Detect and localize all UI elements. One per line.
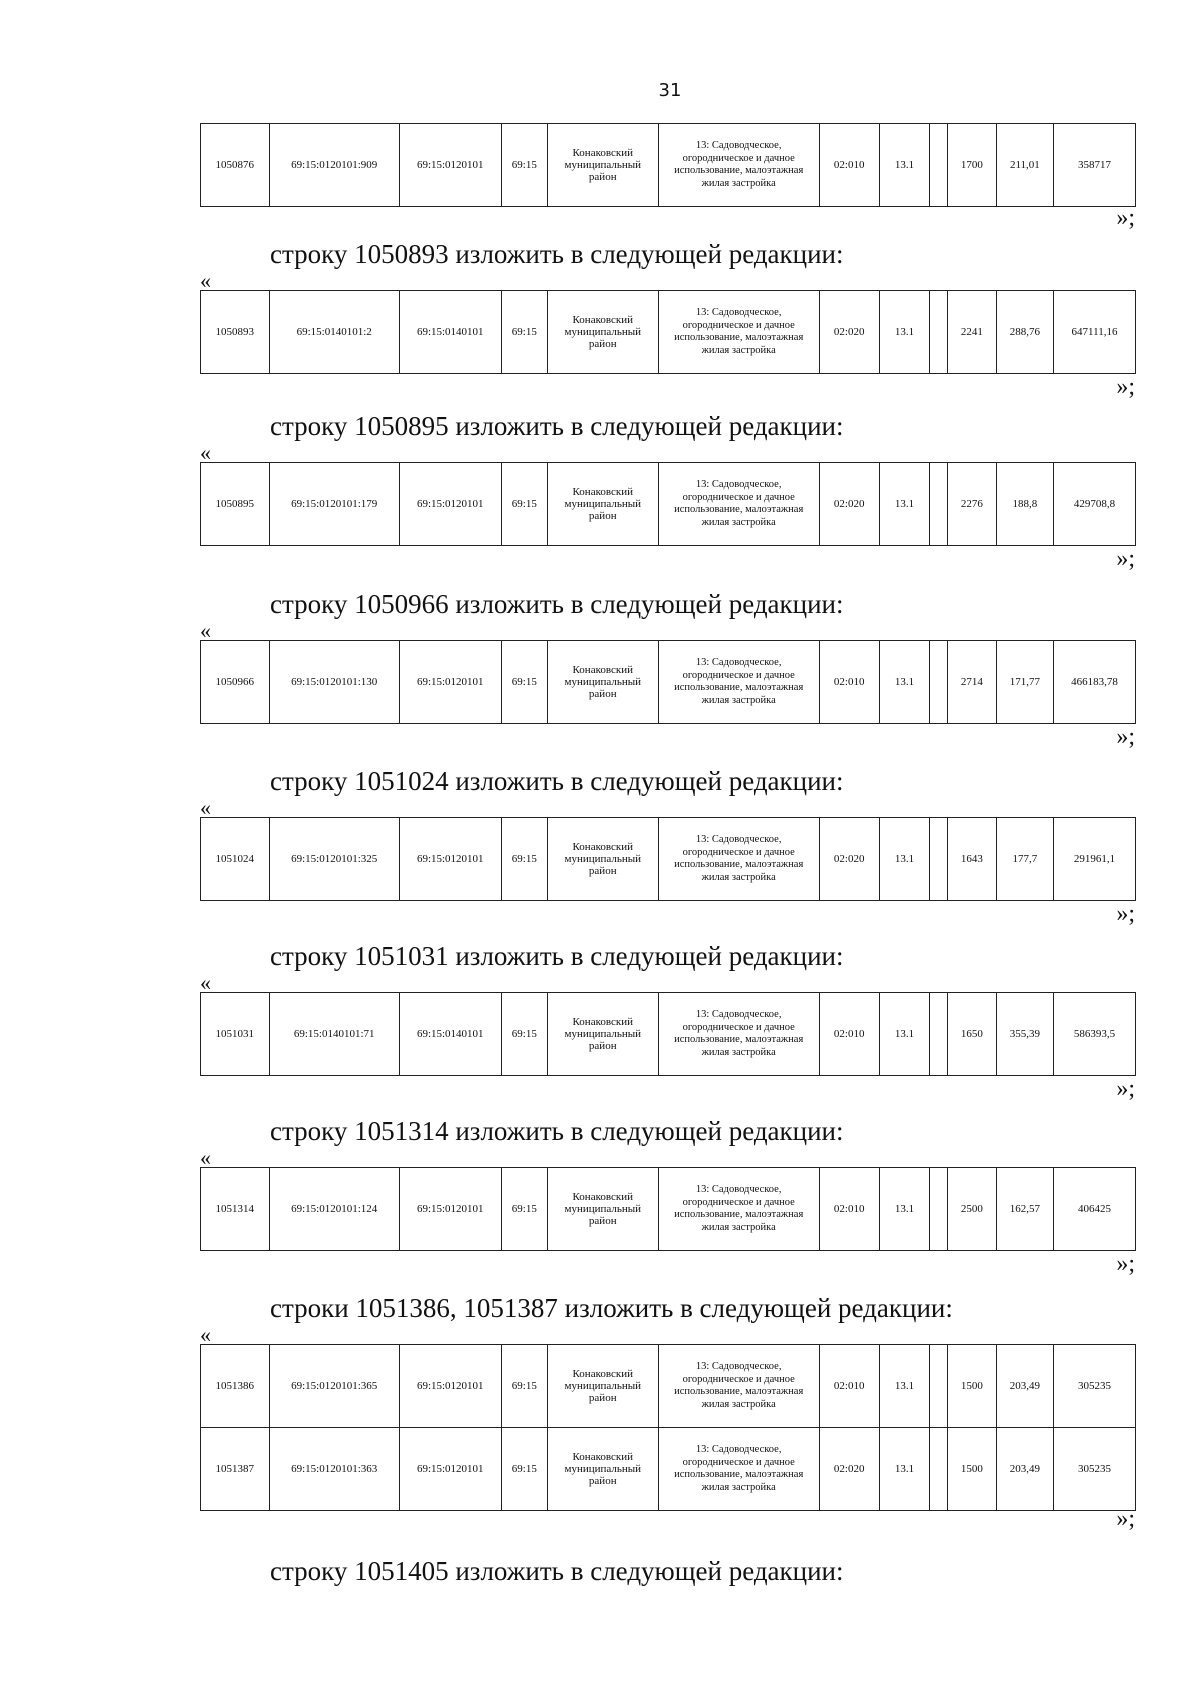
area-cell: 2241: [948, 291, 997, 374]
area-cell: 1650: [948, 993, 997, 1076]
empty-cell: [930, 291, 948, 374]
record-id-cell: 1051386: [201, 1345, 270, 1428]
subgroup-cell: 13.1: [879, 1168, 930, 1251]
amendment-block: [200, 410, 1135, 572]
record-id-cell: 1051031: [201, 993, 270, 1076]
value-cell: 291961,1: [1054, 818, 1136, 901]
land-use-cell: 13: Садоводческое, огородническое и дачное использование, малоэтажная жилая застройка: [658, 1428, 819, 1511]
table-row: [201, 641, 1136, 724]
continuation-table-block: [200, 123, 1135, 231]
closing-quote: »;: [1116, 724, 1135, 750]
cadastral-number-cell: 69:15:0140101:71: [269, 993, 399, 1076]
opening-quote: «: [200, 1322, 211, 1347]
value-cell: 358717: [1054, 124, 1136, 207]
amendment-block: [200, 588, 1135, 750]
cadastral-number-cell: 69:15:0120101:365: [269, 1345, 399, 1428]
group-cell: 02:020: [819, 291, 879, 374]
closing-quote: »;: [1116, 901, 1135, 927]
land-use-cell: 13: Садоводческое, огородническое и дачное использование, малоэтажная жилая застройка: [658, 1168, 819, 1251]
amendment-block: [200, 1292, 1135, 1532]
closing-quote: »;: [1116, 205, 1135, 231]
record-table: [200, 817, 1136, 901]
page-number: 31: [658, 80, 682, 101]
group-cell: 02:010: [819, 993, 879, 1076]
empty-cell: [930, 993, 948, 1076]
value-cell: 305235: [1054, 1428, 1136, 1511]
amendment-block: [200, 1115, 1135, 1277]
subgroup-cell: 13.1: [879, 1345, 930, 1428]
subgroup-cell: 13.1: [879, 463, 930, 546]
cadastral-quarter-cell: 69:15:0120101: [399, 1345, 501, 1428]
empty-cell: [930, 124, 948, 207]
empty-cell: [930, 1345, 948, 1428]
value-cell: 466183,78: [1054, 641, 1136, 724]
land-use-cell: 13: Садоводческое, огородническое и дачное использование, малоэтажная жилая застройка: [658, 124, 819, 207]
value-cell: 429708,8: [1054, 463, 1136, 546]
amendment-block: [200, 238, 1135, 400]
rate-cell: 211,01: [996, 124, 1053, 207]
record-id-cell: 1051314: [201, 1168, 270, 1251]
district-code-cell: 69:15: [501, 1345, 547, 1428]
empty-cell: [930, 1168, 948, 1251]
subgroup-cell: 13.1: [879, 993, 930, 1076]
district-code-cell: 69:15: [501, 463, 547, 546]
area-cell: 1500: [948, 1345, 997, 1428]
municipality-cell: Конаковский муниципальный район: [548, 1168, 659, 1251]
group-cell: 02:010: [819, 124, 879, 207]
subgroup-cell: 13.1: [879, 124, 930, 207]
empty-cell: [930, 641, 948, 724]
rate-cell: 177,7: [996, 818, 1053, 901]
district-code-cell: 69:15: [501, 993, 547, 1076]
subgroup-cell: 13.1: [879, 641, 930, 724]
district-code-cell: 69:15: [501, 124, 547, 207]
final-amendment-block: [200, 1555, 1135, 1587]
record-id-cell: 1050895: [201, 463, 270, 546]
opening-quote: «: [200, 440, 211, 465]
value-cell: 586393,5: [1054, 993, 1136, 1076]
opening-quote: «: [200, 618, 211, 643]
land-use-cell: 13: Садоводческое, огородническое и дачное использование, малоэтажная жилая застройка: [658, 818, 819, 901]
record-id-cell: 1050966: [201, 641, 270, 724]
closing-quote: »;: [1116, 374, 1135, 400]
table-row: [201, 1168, 1136, 1251]
table-row: [201, 124, 1136, 207]
cadastral-number-cell: 69:15:0120101:130: [269, 641, 399, 724]
municipality-cell: Конаковский муниципальный район: [548, 124, 659, 207]
value-cell: 305235: [1054, 1345, 1136, 1428]
cadastral-quarter-cell: 69:15:0120101: [399, 818, 501, 901]
opening-quote: «: [200, 970, 211, 995]
table-row: [201, 993, 1136, 1076]
cadastral-number-cell: 69:15:0140101:2: [269, 291, 399, 374]
area-cell: 2500: [948, 1168, 997, 1251]
record-table: [200, 290, 1136, 374]
record-table: [200, 640, 1136, 724]
district-code-cell: 69:15: [501, 291, 547, 374]
district-code-cell: 69:15: [501, 1428, 547, 1511]
cadastral-number-cell: 69:15:0120101:325: [269, 818, 399, 901]
closing-quote: »;: [1116, 546, 1135, 572]
table-row: [201, 818, 1136, 901]
amendment-heading: строку 1051405 изложить в следующей редакции:: [270, 1556, 844, 1586]
cadastral-number-cell: 69:15:0120101:124: [269, 1168, 399, 1251]
record-id-cell: 1050876: [201, 124, 270, 207]
municipality-cell: Конаковский муниципальный район: [548, 993, 659, 1076]
amendment-heading: строки 1051386, 1051387 изложить в следующей редакции:: [270, 1293, 953, 1323]
rate-cell: 288,76: [996, 291, 1053, 374]
table-row: [201, 463, 1136, 546]
empty-cell: [930, 463, 948, 546]
closing-quote: »;: [1116, 1076, 1135, 1102]
cadastral-quarter-cell: 69:15:0120101: [399, 463, 501, 546]
opening-quote: «: [200, 795, 211, 820]
rate-cell: 203,49: [996, 1428, 1053, 1511]
record-table: [200, 1167, 1136, 1251]
empty-cell: [930, 818, 948, 901]
land-use-cell: 13: Садоводческое, огородническое и дачное использование, малоэтажная жилая застройка: [658, 1345, 819, 1428]
table-row: [201, 1345, 1136, 1428]
record-table: [200, 1344, 1136, 1511]
municipality-cell: Конаковский муниципальный район: [548, 291, 659, 374]
amendment-heading: строку 1051314 изложить в следующей редакции:: [270, 1116, 844, 1146]
municipality-cell: Конаковский муниципальный район: [548, 641, 659, 724]
amendment-heading: строку 1051031 изложить в следующей редакции:: [270, 941, 844, 971]
cadastral-quarter-cell: 69:15:0140101: [399, 291, 501, 374]
amendment-heading: строку 1050895 изложить в следующей редакции:: [270, 411, 844, 441]
district-code-cell: 69:15: [501, 818, 547, 901]
record-id-cell: 1051387: [201, 1428, 270, 1511]
rate-cell: 355,39: [996, 993, 1053, 1076]
group-cell: 02:010: [819, 1168, 879, 1251]
cadastral-number-cell: 69:15:0120101:363: [269, 1428, 399, 1511]
district-code-cell: 69:15: [501, 1168, 547, 1251]
amendment-block: [200, 765, 1135, 927]
group-cell: 02:020: [819, 463, 879, 546]
rate-cell: 188,8: [996, 463, 1053, 546]
table-row: [201, 1428, 1136, 1511]
closing-quote: »;: [1116, 1506, 1135, 1532]
opening-quote: «: [200, 1145, 211, 1170]
land-use-cell: 13: Садоводческое, огородническое и дачное использование, малоэтажная жилая застройка: [658, 291, 819, 374]
amendment-block: [200, 940, 1135, 1102]
group-cell: 02:020: [819, 1428, 879, 1511]
cadastral-quarter-cell: 69:15:0120101: [399, 124, 501, 207]
municipality-cell: Конаковский муниципальный район: [548, 463, 659, 546]
record-table: [200, 123, 1136, 207]
subgroup-cell: 13.1: [879, 818, 930, 901]
cadastral-quarter-cell: 69:15:0140101: [399, 993, 501, 1076]
record-table: [200, 462, 1136, 546]
land-use-cell: 13: Садоводческое, огородническое и дачное использование, малоэтажная жилая застройка: [658, 993, 819, 1076]
land-use-cell: 13: Садоводческое, огородническое и дачное использование, малоэтажная жилая застройка: [658, 641, 819, 724]
amendment-heading: строку 1051024 изложить в следующей редакции:: [270, 766, 844, 796]
opening-quote: «: [200, 268, 211, 293]
subgroup-cell: 13.1: [879, 291, 930, 374]
cadastral-number-cell: 69:15:0120101:179: [269, 463, 399, 546]
table-row: [201, 291, 1136, 374]
district-code-cell: 69:15: [501, 641, 547, 724]
area-cell: 2276: [948, 463, 997, 546]
amendment-heading: строку 1050893 изложить в следующей редакции:: [270, 239, 844, 269]
cadastral-quarter-cell: 69:15:0120101: [399, 1168, 501, 1251]
group-cell: 02:010: [819, 641, 879, 724]
municipality-cell: Конаковский муниципальный район: [548, 1428, 659, 1511]
area-cell: 1643: [948, 818, 997, 901]
amendment-heading: строку 1050966 изложить в следующей редакции:: [270, 589, 844, 619]
municipality-cell: Конаковский муниципальный район: [548, 818, 659, 901]
record-id-cell: 1050893: [201, 291, 270, 374]
subgroup-cell: 13.1: [879, 1428, 930, 1511]
cadastral-quarter-cell: 69:15:0120101: [399, 1428, 501, 1511]
group-cell: 02:010: [819, 1345, 879, 1428]
record-id-cell: 1051024: [201, 818, 270, 901]
value-cell: 647111,16: [1054, 291, 1136, 374]
rate-cell: 203,49: [996, 1345, 1053, 1428]
rate-cell: 162,57: [996, 1168, 1053, 1251]
record-table: [200, 992, 1136, 1076]
area-cell: 1500: [948, 1428, 997, 1511]
closing-quote: »;: [1116, 1251, 1135, 1277]
empty-cell: [930, 1428, 948, 1511]
group-cell: 02:020: [819, 818, 879, 901]
value-cell: 406425: [1054, 1168, 1136, 1251]
area-cell: 1700: [948, 124, 997, 207]
cadastral-number-cell: 69:15:0120101:909: [269, 124, 399, 207]
land-use-cell: 13: Садоводческое, огородническое и дачное использование, малоэтажная жилая застройка: [658, 463, 819, 546]
cadastral-quarter-cell: 69:15:0120101: [399, 641, 501, 724]
municipality-cell: Конаковский муниципальный район: [548, 1345, 659, 1428]
area-cell: 2714: [948, 641, 997, 724]
rate-cell: 171,77: [996, 641, 1053, 724]
